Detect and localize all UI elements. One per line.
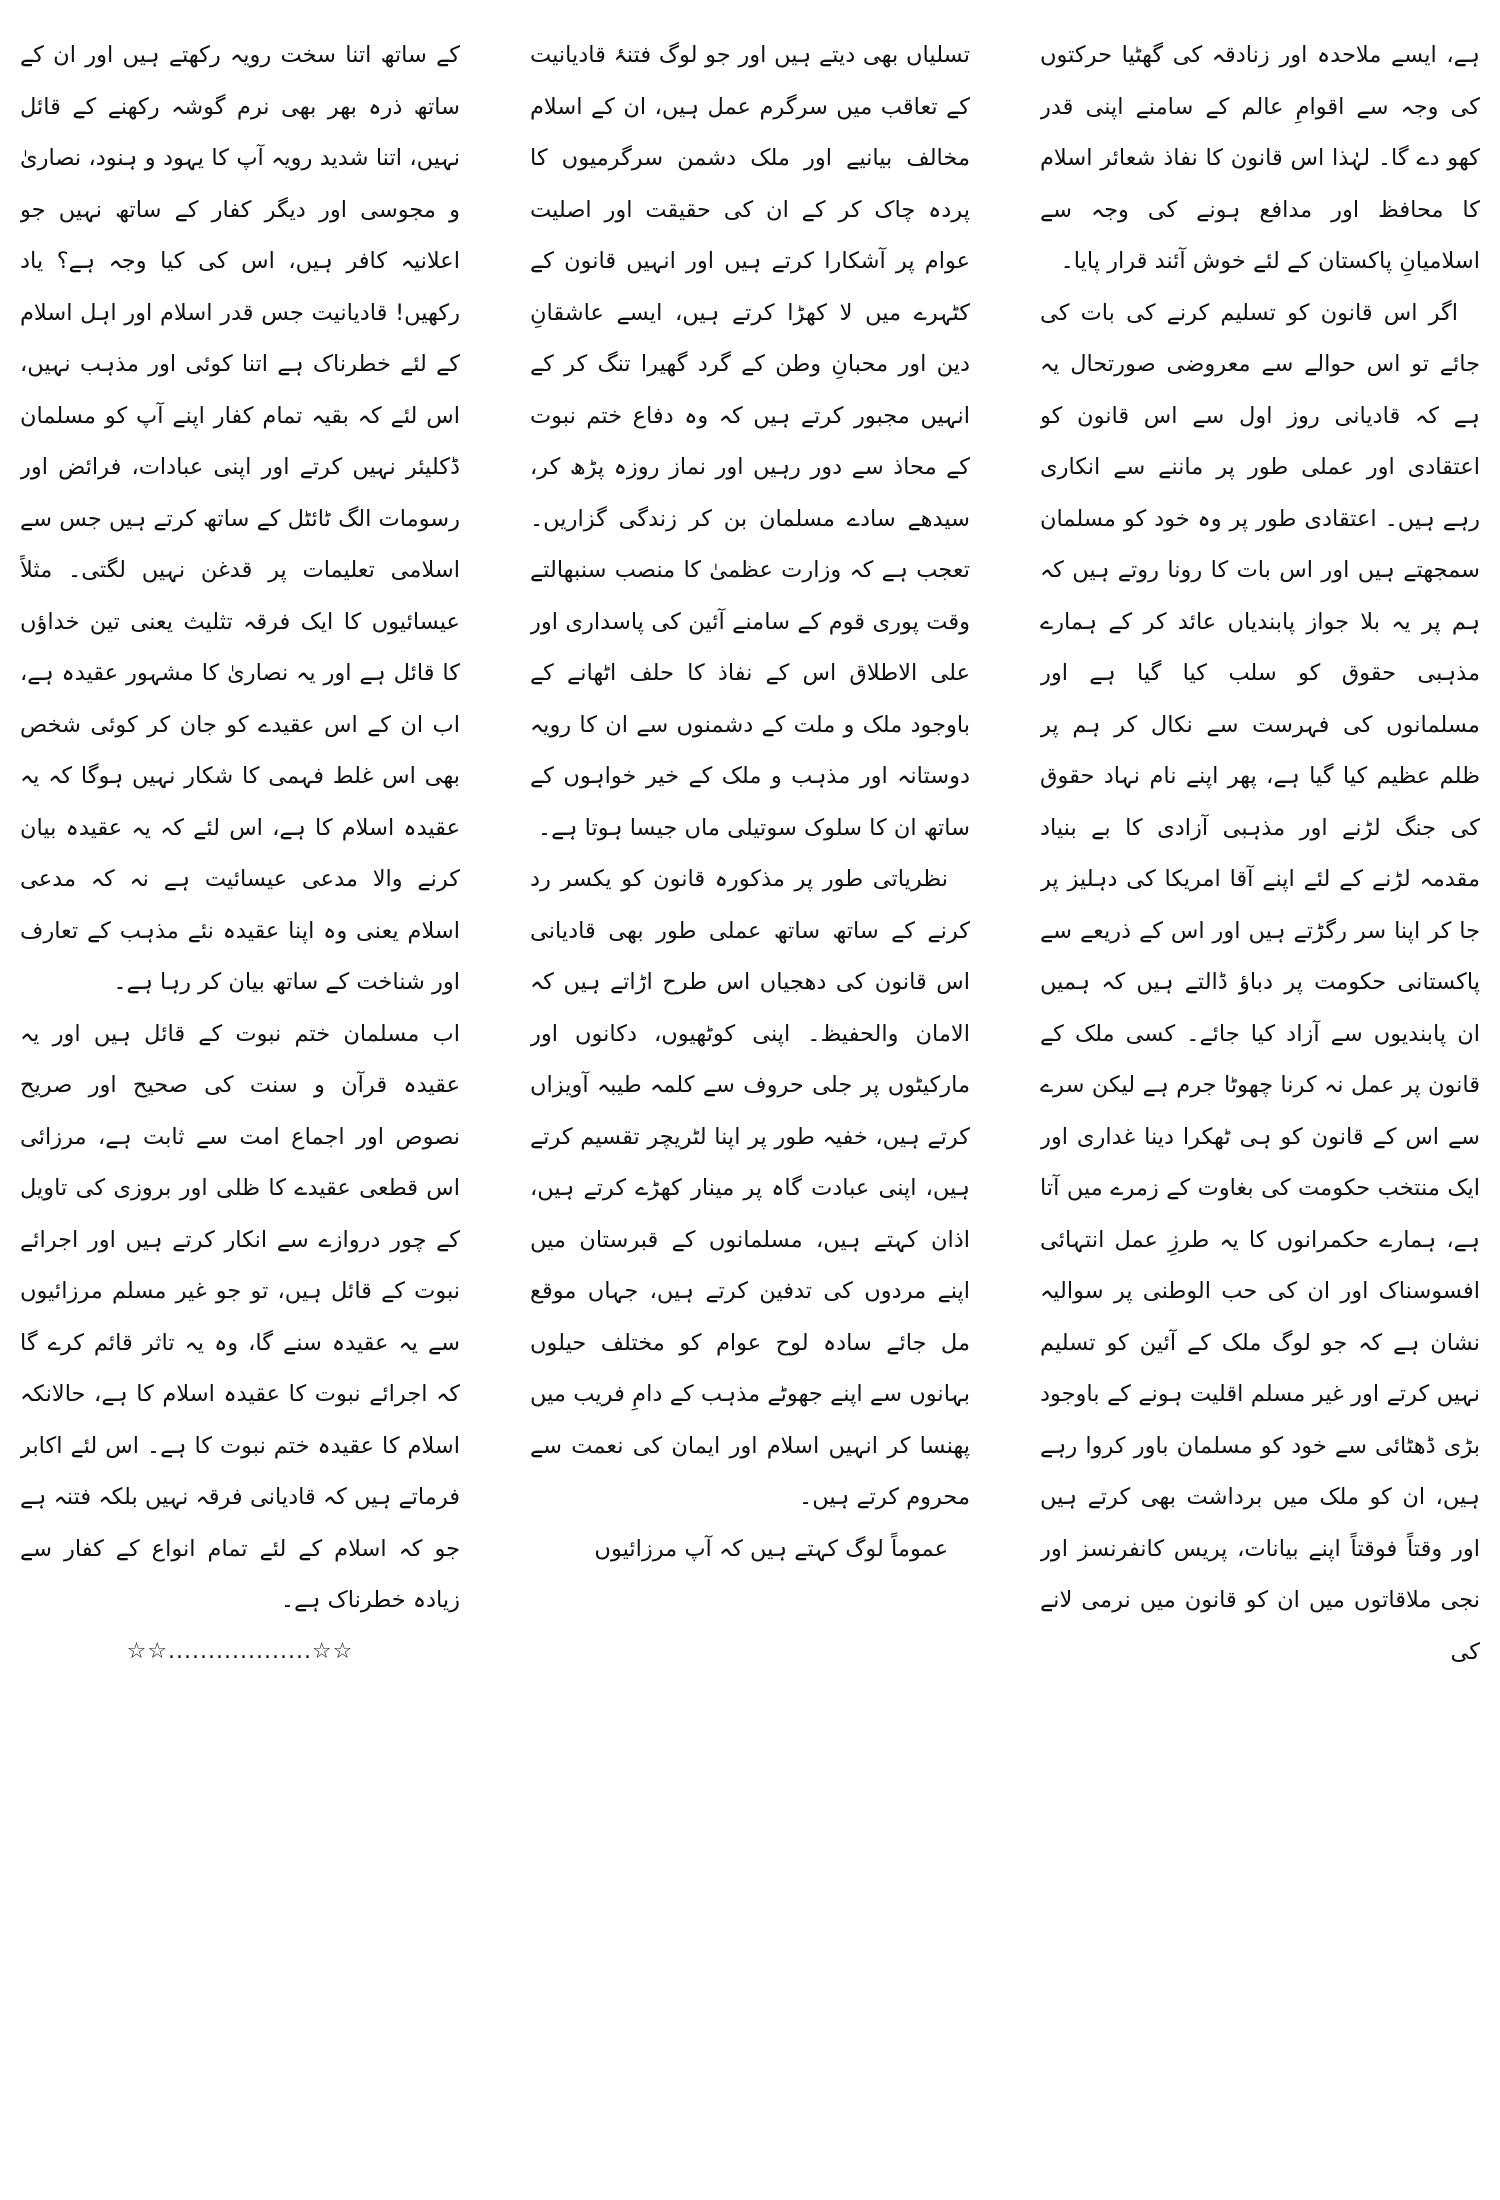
column-right <box>1040 30 1480 2170</box>
paragraph: اگر اس قانون کو تسلیم کرنے کی بات کی جائے تو اس حوالے سے معروضی صورتحال یہ ہے کہ قادیانی روز اول سے اس قانون کو اعتقادی اور عملی طور پر ماننے سے انکاری رہے ہیں۔ اعتقادی طور پر وہ خود کو مسلمان سمجھتے ہیں اور اس بات کا رونا روتے ہیں کہ ہم پر یہ بلا جواز پابندیاں عائد کر کے ہمارے مذہبی حقوق کو سلب کیا گیا ہے اور مسلمانوں کی فہرست سے نکال کر ہم پر ظلم عظیم کیا گیا ہے، پھر اپنے نام نہاد حقوق کی جنگ لڑنے اور مذہبی آزادی کا بے بنیاد مقدمہ لڑنے کے لئے اپنے آقا امریکا کی دہلیز پر جا کر اپنا سر رگڑتے ہیں اور اس کے ذریعے سے پاکستانی حکومت پر دباؤ ڈالتے ہیں کہ ہمیں ان پابندیوں سے آزاد کیا جائے۔ کسی ملک کے قانون پر عمل نہ کرنا چھوٹا جرم ہے لیکن سرے سے اس کے قانون کو ہی ٹھکرا دینا غداری اور ایک منتخب حکومت کی بغاوت کے زمرے میں آتا ہے، ہمارے حکمرانوں کا یہ طرزِ عمل انتہائی افسوسناک اور ان کی حب الوطنی پر سوالیہ نشان ہے کہ جو لوگ ملک کے آئین کو تسلیم نہیں کرتے اور غیر مسلم اقلیت ہونے کے باوجود بڑی ڈھٹائی سے خود کو مسلمان باور کروا رہے ہیں، ان کو ملک میں برداشت بھی کرتے ہیں اور وقتاً فوقتاً اپنے بیانات، پریس کانفرنسز اور نجی ملاقاتوں میں ان کو قانون میں نرمی لانے کی <box>1040 299 1480 1665</box>
article-columns <box>20 30 1480 2180</box>
end-of-article-mark: ☆☆..................☆☆ <box>126 1638 354 1664</box>
column-middle <box>530 30 970 2170</box>
column-left <box>20 30 460 2170</box>
paragraph: کے ساتھ اتنا سخت رویہ رکھتے ہیں اور ان کے ساتھ ذرہ بھر بھی نرم گوشہ رکھنے کے قائل نہیں، اتنا شدید رویہ آپ کا یہود و ہنود، نصاریٰ و مجوسی اور دیگر کفار کے ساتھ نہیں جو اعلانیہ کافر ہیں، اس کی کیا وجہ ہے؟ یاد رکھیں! قادیانیت جس قدر اسلام اور اہل اسلام کے لئے خطرناک ہے اتنا کوئی اور مذہب نہیں، اس لئے کہ بقیہ تمام کفار اپنے آپ کو مسلمان ڈکلیئر نہیں کرتے اور اپنی عبادات، فرائض اور رسومات الگ ٹائٹل کے ساتھ کرتے ہیں جس سے اسلامی تعلیمات پر قدغن نہیں لگتی۔ مثلاً عیسائیوں کا ایک فرقہ تثلیث یعنی تین خداؤں کا قائل ہے اور یہ نصاریٰ کا مشہور عقیدہ ہے، اب ان کے اس عقیدے کو جان کر کوئی شخص بھی اس غلط فہمی کا شکار نہیں ہوگا کہ یہ عقیدہ اسلام کا ہے، اس لئے کہ یہ عقیدہ بیان کرنے والا مدعی عیسائیت ہے نہ کہ مدعی اسلام یعنی وہ اپنا عقیدہ نئے مذہب کے تعارف اور شناخت کے ساتھ بیان کر رہا ہے۔ <box>20 42 460 995</box>
paragraph: تسلیاں بھی دیتے ہیں اور جو لوگ فتنۂ قادیانیت کے تعاقب میں سرگرم عمل ہیں، ان کے اسلام مخالف بیانیے اور ملک دشمن سرگرمیوں کا پردہ چاک کر کے ان کی حقیقت اور اصلیت عوام پر آشکارا کرتے ہیں اور انہیں قانون کے کٹہرے میں لا کھڑا کرتے ہیں، ایسے عاشقانِ دین اور محبانِ وطن کے گرد گھیرا تنگ کر کے انہیں مجبور کرتے ہیں کہ وہ دفاع ختم نبوت کے محاذ سے دور رہیں اور نماز روزہ پڑھ کر، سیدھے سادے مسلمان بن کر زندگی گزاریں۔ تعجب ہے کہ وزارت عظمیٰ کا منصب سنبھالتے وقت پوری قوم کے سامنے آئین کی پاسداری اور علی الاطلاق اس کے نفاذ کا حلف اٹھانے کے باوجود ملک و ملت کے دشمنوں سے ان کا رویہ دوستانہ اور مذہب و ملک کے خیر خواہوں کے ساتھ ان کا سلوک سوتیلی ماں جیسا ہوتا ہے۔ <box>530 42 970 841</box>
paragraph: اب مسلمان ختم نبوت کے قائل ہیں اور یہ عقیدہ قرآن و سنت کی صحیح اور صریح نصوص اور اجماع امت سے ثابت ہے، مرزائی اس قطعی عقیدے کا ظلی اور بروزی کی تاویل کے چور دروازے سے انکار کرتے ہیں اور اجرائے نبوت کے قائل ہیں، تو جو غیر مسلم مرزائیوں سے یہ عقیدہ سنے گا، وہ یہ تاثر قائم کرے گا کہ اجرائے نبوت کا عقیدہ اسلام کا ہے، حالانکہ اسلام کا عقیدہ ختم نبوت کا ہے۔ اس لئے اکابر فرماتے ہیں کہ قادیانی فرقہ نہیں بلکہ فتنہ ہے جو کہ اسلام کے لئے تمام انواع کے کفار سے زیادہ خطرناک ہے۔ <box>20 1020 460 1613</box>
paragraph: نظریاتی طور پر مذکورہ قانون کو یکسر رد کرنے کے ساتھ ساتھ عملی طور بھی قادیانی اس قانون کی دھجیاں اس طرح اڑاتے ہیں کہ الامان والحفیظ۔ اپنی کوٹھیوں، دکانوں اور مارکیٹوں پر جلی حروف سے کلمہ طیبہ آویزاں کرتے ہیں، خفیہ طور پر اپنا لٹریچر تقسیم کرتے ہیں، اپنی عبادت گاہ پر مینار کھڑے کرتے ہیں، اذان کہتے ہیں، مسلمانوں کے قبرستان میں اپنے مردوں کی تدفین کرتے ہیں، جہاں موقع مل جائے سادہ لوح عوام کو مختلف حیلوں بہانوں سے اپنے جھوٹے مذہب کے دامِ فریب میں پھنسا کر انہیں اسلام اور ایمان کی نعمت سے محروم کرتے ہیں۔ <box>530 866 970 1510</box>
paragraph: عموماً لوگ کہتے ہیں کہ آپ مرزائیوں <box>594 1535 948 1562</box>
paragraph: ہے، ایسے ملاحدہ اور زنادقہ کی گھٹیا حرکتوں کی وجہ سے اقوامِ عالم کے سامنے اپنی قدر کھو دے گا۔ لہٰذا اس قانون کا نفاذ شعائر اسلام کا محافظ اور مدافع ہونے کی وجہ سے اسلامیانِ پاکستان کے لئے خوش آئند قرار پایا۔ <box>1040 42 1480 274</box>
